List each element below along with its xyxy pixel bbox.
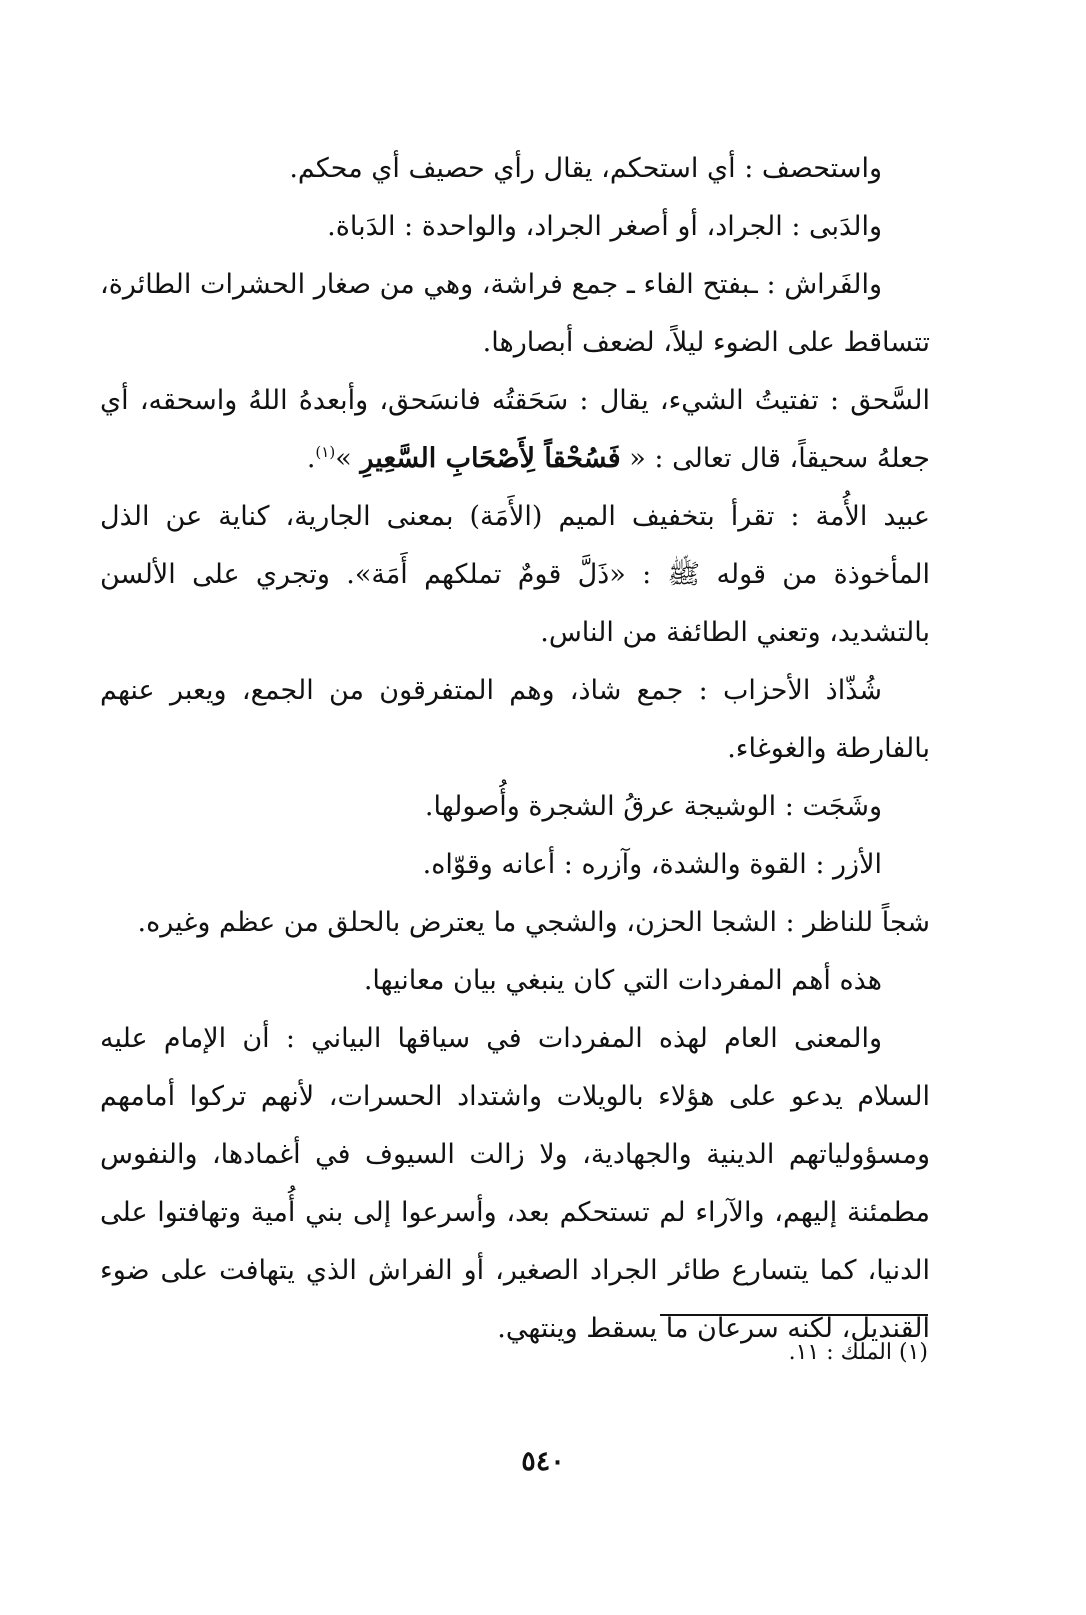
paragraph-azr: الأزر : القوة والشدة، وآزره : أعانه وقوّاه.: [422, 849, 882, 880]
paragraph-istahsafa: واستحصف : أي استحكم، يقال رأي حصيف أي محكم.: [289, 153, 882, 184]
sahq-close: »: [335, 443, 361, 474]
paragraph-general-meaning: والمعنى العام لهذه المفردات في سياقها البياني : أن الإمام عليه السلام يدعو على هؤلاء بالويلات واشتداد الحسرات، لأنهم تركوا أمامهم ومسؤولياتهم الدينية والجهادية، ولا زالت السيوف في أغمادها، والنفوس مطمئنة إليهم، والآراء لم تستحكم بعد، وأسرعوا إلى بني أُمية وتهافتوا على الدنيا، كما يتسارع طائر الجراد الصغير، أو الفراش الذي يتهافت على ضوء القنديل، لكنه سرعان ما يسقط وينتهي.: [100, 1023, 930, 1344]
paragraph-sahq: السَّحق : تفتيتُ الشيء، يقال : سَحَقتُه فانسَحق، وأبعدهُ اللهُ واسحقه، أي جعلهُ سحيقاً، قال تعالى : « فَسُحْقاً لِأَصْحَابِ السَّعِيرِ »$^{(١)}$.: [100, 385, 930, 474]
quran-quote: فَسُحْقاً لِأَصْحَابِ السَّعِيرِ: [360, 443, 621, 474]
paragraph-abeed-al-ama: عبيد الأُمة : تقرأ بتخفيف الميم (الأَمَة) بمعنى الجارية، كناية عن الذل المأخوذة من قوله ﷺ : «ذَلَّ قومٌ تملكهم أَمَة». وتجري على الألسن بالتشديد، وتعني الطائفة من الناس.: [100, 501, 930, 648]
footnote-divider: [660, 1314, 928, 1316]
sahq-text: السَّحق : تفتيتُ الشيء، يقال : سَحَقتُه فانسَحق، وأبعدهُ اللهُ واسحقه، أي جعلهُ سحيقاً، قال تعالى : «: [100, 385, 930, 474]
paragraph-dabaa: والدَبى : الجراد، أو أصغر الجراد، والواحدة : الدَباة.: [327, 211, 882, 242]
paragraph-summary: هذه أهم المفردات التي كان ينبغي بيان معانيها.: [363, 965, 882, 996]
footnote: (١) الملك : ١١.: [788, 1340, 928, 1365]
paragraph-shuththath: شُذّاذ الأحزاب : جمع شاذ، وهم المتفرقون من الجمع، ويعبر عنهم بالفارطة والغوغاء.: [100, 675, 930, 764]
paragraph-washajat: وشَجَت : الوشيجة عرقُ الشجرة وأُصولها.: [424, 791, 882, 822]
paragraph-shajan: شجاً للناظر : الشجا الحزن، والشجي ما يعترض بالحلق من عظم وغيره.: [137, 907, 930, 938]
main-text: [100, 140, 930, 1358]
footnote-reference[interactable]: (١): [315, 443, 336, 461]
paragraph-farash: والفَراش : ـبفتح الفاء ـ جمع فراشة، وهي من صغار الحشرات الطائرة، تتساقط على الضوء ليلاً، لضعف أبصارها.: [100, 269, 930, 358]
page-number: ٥٤٠: [521, 1446, 565, 1477]
